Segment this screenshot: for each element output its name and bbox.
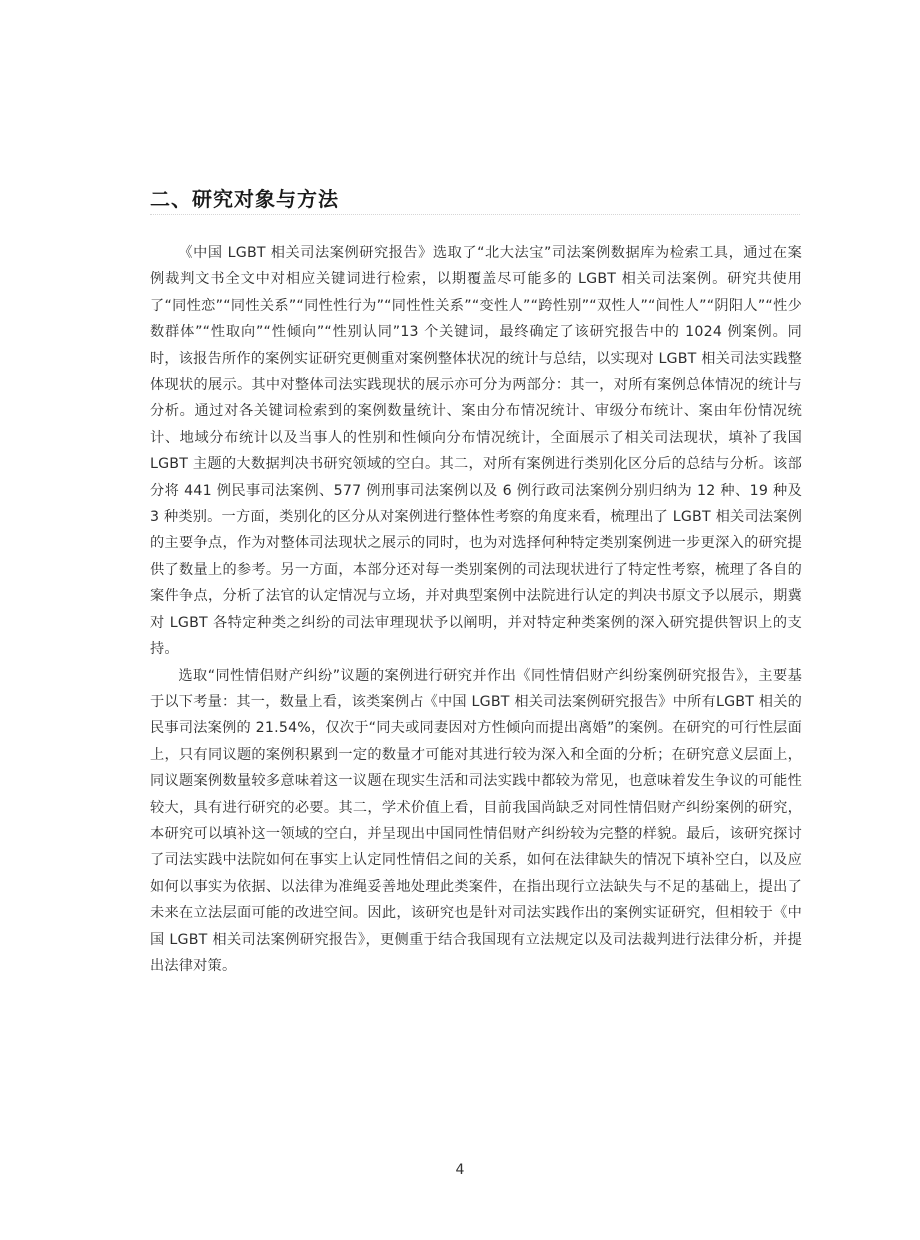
body-text xyxy=(150,240,802,979)
page-number: 4 xyxy=(455,1162,465,1178)
heading-divider xyxy=(150,214,800,215)
section-heading: 二、研究对象与方法 xyxy=(150,187,339,211)
paragraph-research-scope: 《中国 LGBT 相关司法案例研究报告》选取了“北大法宝”司法案例数据库为检索工具，通过在案例裁判文书全文中对相应关键词进行检索，以期覆盖尽可能多的 LGBT 相关司法案例。研究共使用了“同性恋”“同性关系”“同性性行为”“同性性关系”“变性人”“跨性别”“双性人”“间性人”“阴阳人”“性少数群体”“性取向”“性倾向”“性别认同”13 个关键词，最终确定了该研究报告中的 1024 例案例。同时，该报告所作的案例实证研究更侧重对案例整体状况的统计与总结，以实现对 LGBT 相关司法实践整体现状的展示。其中对整体司法实践现状的展示亦可分为两部分：其一，对所有案例总体情况的统计与分析。通过对各关键词检索到的案例数量统计、案由分布情况统计、审级分布统计、案由年份情况统计、地域分布统计以及当事人的性别和性倾向分布情况统计，全面展示了相关司法现状，填补了我国 LGBT 主题的大数据判决书研究领域的空白。其二，对所有案例进行类别化区分后的总结与分析。该部分将 441 例民事司法案例、577 例刑事司法案例以及 6 例行政司法案例分别归纳为 12 种、19 种及 3 种类别。一方面，类别化的区分从对案例进行整体性考察的角度来看，梳理出了 LGBT 相关司法案例的主要争点，作为对整体司法现状之展示的同时，也为对选择何种特定类别案例进一步更深入的研究提供了数量上的参考。另一方面，本部分还对每一类别案例的司法现状进行了特定性考察，梳理了各自的案件争点，分析了法官的认定情况与立场，并对典型案例中法院进行认定的判决书原文予以展示，期冀对 LGBT 各特定种类之纠纷的司法审理现状予以阐明，并对特定种类案例的深入研究提供智识上的支持。 xyxy=(150,245,802,658)
paragraph-topic-selection: 选取“同性情侣财产纠纷”议题的案例进行研究并作出《同性情侣财产纠纷案例研究报告》，主要基于以下考量：其一，数量上看，该类案例占《中国 LGBT 相关司法案例研究报告》中所有LGBT 相关的民事司法案例的 21.54%，仅次于“同夫或同妻因对方性倾向而提出离婚”的案例。在研究的可行性层面上，只有同议题的案例积累到一定的数量才可能对其进行较为深入和全面的分析；在研究意义层面上，同议题案例数量较多意味着这一议题在现实生活和司法实践中都较为常见，也意味着发生争议的可能性较大，具有进行研究的必要。其二，学术价值上看，目前我国尚缺乏对同性情侣财产纠纷案例的研究，本研究可以填补这一领域的空白，并呈现出中国同性情侣财产纠纷较为完整的样貌。最后，该研究探讨了司法实践中法院如何在事实上认定同性情侣之间的关系，如何在法律缺失的情况下填补空白，以及应如何以事实为依据、以法律为准绳妥善地处理此类案件，在指出现行立法缺失与不足的基础上，提出了未来在立法层面可能的改进空间。因此，该研究也是针对司法实践作出的案例实证研究，但相较于《中国 LGBT 相关司法案例研究报告》，更侧重于结合我国现有立法规定以及司法裁判进行法律分析，并提出法律对策。 xyxy=(150,667,802,974)
